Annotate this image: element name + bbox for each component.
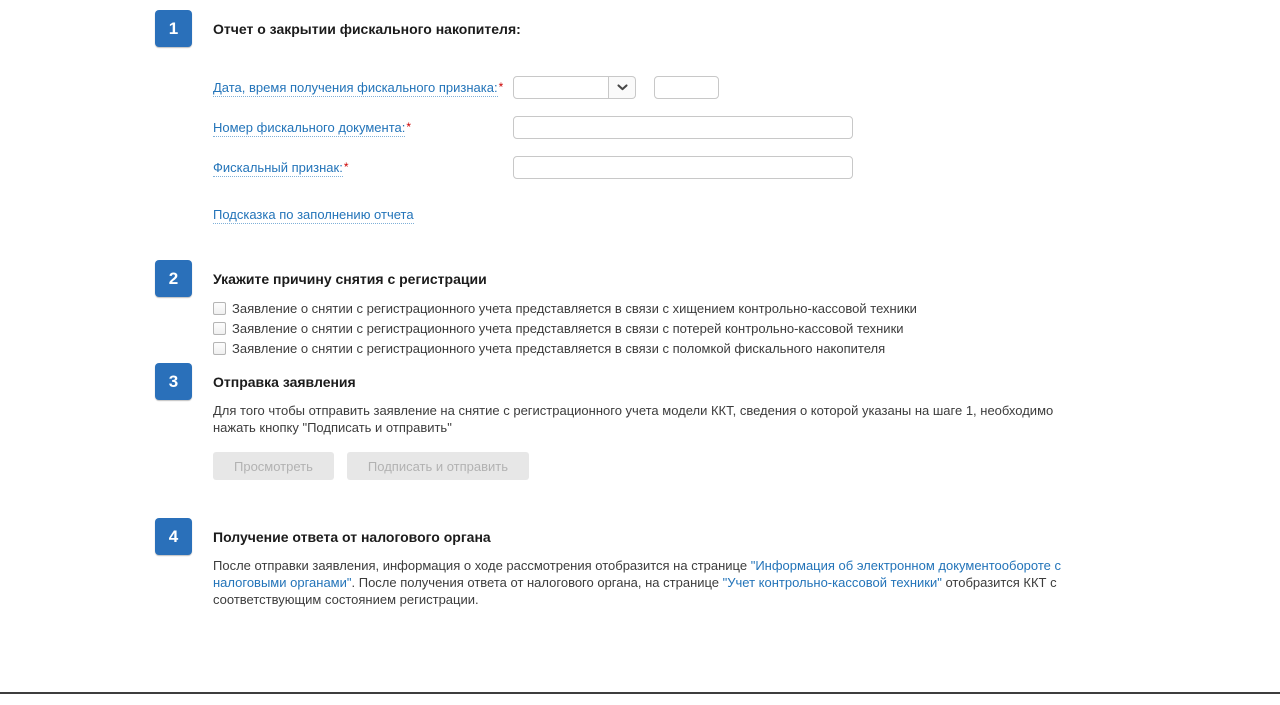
step-3-title: Отправка заявления <box>213 374 356 390</box>
step-4-section <box>155 518 1280 608</box>
reason-breakdown-checkbox[interactable] <box>213 342 226 355</box>
reason-loss-checkbox[interactable] <box>213 322 226 335</box>
reason-theft-label: Заявление о снятии с регистрационного учета представляется в связи с хищением контрольно-кассовой техники <box>232 301 917 316</box>
step-1-section <box>155 10 1280 224</box>
step-1-badge: 1 <box>155 10 192 47</box>
fiscal-sign-input[interactable] <box>513 156 853 179</box>
date-input[interactable] <box>513 76 609 99</box>
chevron-down-icon <box>617 84 628 91</box>
step-2-title: Укажите причину снятия с регистрации <box>213 271 487 287</box>
fiscal-sign-field-label-link[interactable]: Фискальный признак:* <box>213 159 349 175</box>
time-input[interactable] <box>654 76 719 99</box>
step-3-description: Для того чтобы отправить заявление на снятие с регистрационного учета модели ККТ, сведения о которой указаны на шаге 1, необходимо нажать кнопку "Подписать и отправить" <box>213 403 1054 435</box>
fiscal-sign-field-row <box>213 155 1280 179</box>
reason-breakdown-label: Заявление о снятии с регистрационного учета представляется в связи с поломкой фискального накопителя <box>232 341 886 356</box>
report-fill-hint-link[interactable]: Подсказка по заполнению отчета <box>213 207 414 222</box>
reason-breakdown-checkbox-row[interactable] <box>213 341 1280 356</box>
doc-number-field-label-link[interactable]: Номер фискального документа:* <box>213 119 412 135</box>
doc-number-input[interactable] <box>513 116 853 139</box>
datetime-field-label-link[interactable]: Дата, время получения фискального признака:* <box>213 79 504 95</box>
step-4-text-3: отобразится ККТ с соответствующим состоянием регистрации. <box>213 575 1057 607</box>
required-asterisk: * <box>343 159 349 174</box>
reason-theft-checkbox[interactable] <box>213 302 226 315</box>
step-2-badge: 2 <box>155 260 192 297</box>
date-picker-toggle-button[interactable] <box>609 76 636 99</box>
step-4-title: Получение ответа от налогового органа <box>213 529 491 545</box>
step-4-badge: 4 <box>155 518 192 555</box>
reason-loss-label: Заявление о снятии с регистрационного учета представляется в связи с потерей контрольно-кассовой техники <box>232 321 904 336</box>
required-asterisk: * <box>406 119 412 134</box>
step-4-description <box>213 557 1135 608</box>
required-asterisk: * <box>498 79 504 94</box>
step-3-section <box>155 363 1280 480</box>
preview-button[interactable]: Просмотреть <box>213 452 334 480</box>
reason-loss-checkbox-row[interactable] <box>213 321 1280 336</box>
step-3-badge: 3 <box>155 363 192 400</box>
datetime-field-row <box>213 75 1280 99</box>
step-4-text-2: . После получения ответа от налогового органа, на странице <box>351 575 723 590</box>
step-2-section <box>155 260 1280 356</box>
sign-and-send-button[interactable]: Подписать и отправить <box>347 452 529 480</box>
step-4-text-1: После отправки заявления, информация о ходе рассмотрения отобразится на странице <box>213 558 751 573</box>
reason-theft-checkbox-row[interactable] <box>213 301 1280 316</box>
edo-info-page-link[interactable]: "Информация об электронном документообороте с налоговыми органами" <box>213 558 1061 590</box>
step-1-title: Отчет о закрытии фискального накопителя: <box>213 21 521 37</box>
kkt-accounting-page-link[interactable]: "Учет контрольно-кассовой техники" <box>722 575 942 590</box>
doc-number-field-row <box>213 115 1280 139</box>
